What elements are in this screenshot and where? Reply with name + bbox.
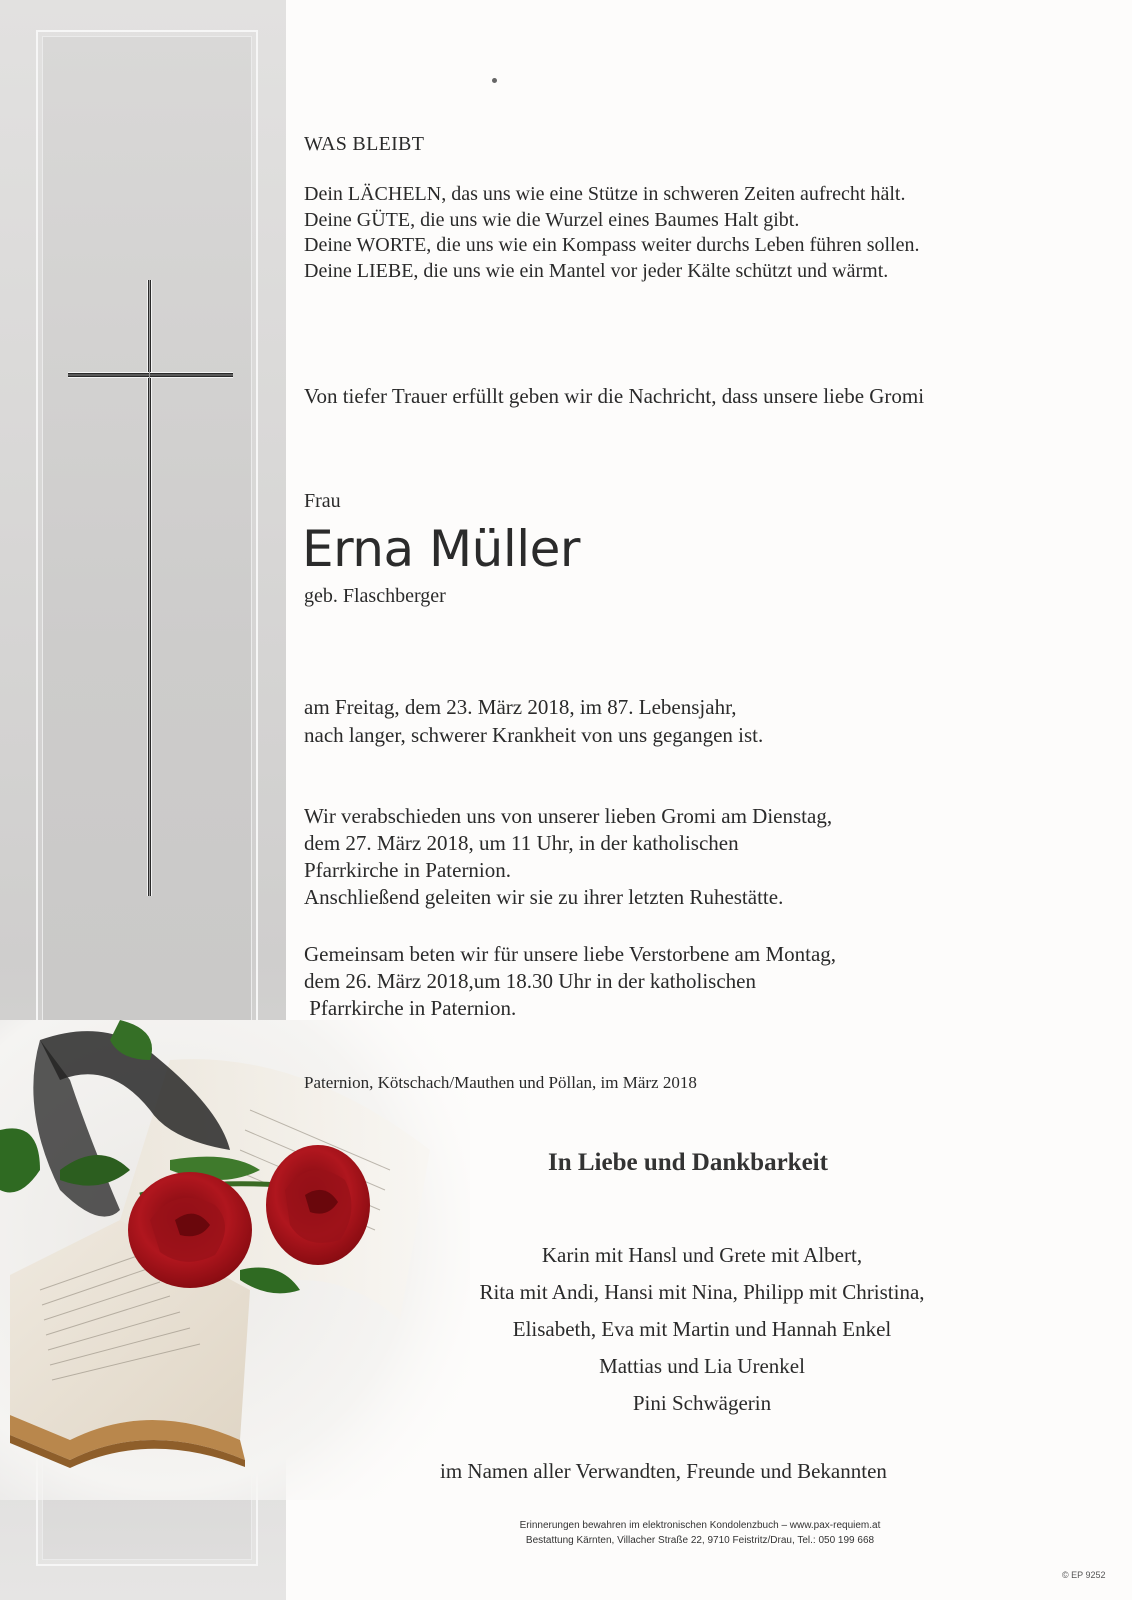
document-code: © EP 9252 [1062,1570,1106,1580]
family-line: Elisabeth, Eva mit Martin und Hannah Enkel [512,1317,892,1341]
salutation: Frau [304,490,341,512]
family-line: Rita mit Andi, Hansi mit Nina, Philipp mit Christina, [479,1280,925,1304]
footer [470,1518,930,1548]
poem-line: Deine WORTE, die uns wie ein Kompass weiter durchs Leben führen sollen. [304,234,920,256]
family-line: Pini Schwägerin [632,1391,772,1415]
prayer-line: dem 26. März 2018,um 18.30 Uhr in der katholischen [304,969,756,993]
family-line: Mattias und Lia Urenkel [599,1354,805,1378]
thanks-heading: In Liebe und Dankbarkeit [548,1149,828,1176]
funeral-line: Pfarrkirche in Paternion. [304,858,512,882]
announcement-intro: Von tiefer Trauer erfüllt geben wir die Nachricht, dass unsere liebe Gromi [304,384,925,408]
death-line: nach langer, schwerer Krankheit von uns gegangen ist. [304,723,764,747]
funeral-details [304,803,832,911]
funeral-line: Wir verabschieden uns von unserer lieben Gromi am Dienstag, [304,804,833,828]
prayer-line: Gemeinsam beten wir für unsere liebe Verstorbene am Montag, [304,942,837,966]
funeral-line: dem 27. März 2018, um 11 Uhr, in der katholischen [304,831,739,855]
death-line: am Freitag, dem 23. März 2018, im 87. Lebensjahr, [304,695,737,719]
deceased-name: Erna Müller [302,520,580,578]
poem-line: Deine GÜTE, die uns wie die Wurzel eines Baumes Halt gibt. [304,208,800,231]
paper-speck [492,78,497,83]
relatives-line: im Namen aller Verwandten, Freunde und Bekannten [440,1459,887,1483]
cross-icon [68,280,233,896]
place-and-date: Paternion, Kötschach/Mauthen und Pöllan, im März 2018 [304,1073,697,1092]
footer-condolence-link: Erinnerungen bewahren im elektronischen Kondolenzbuch – www.pax-requiem.at [519,1520,881,1531]
poem-text [304,182,920,284]
footer-funeral-home: Bestattung Kärnten, Villacher Straße 22, 9710 Feistritz/Drau, Tel.: 050 199 668 [525,1535,875,1546]
prayer-details [304,941,836,1022]
poem-line: Dein LÄCHELN, das uns wie eine Stütze in schweren Zeiten aufrecht hält. [304,183,906,205]
family-list [454,1237,950,1422]
poem-line: Deine LIEBE, die uns wie ein Mantel vor jeder Kälte schützt und wärmt. [304,259,889,282]
poem-title: WAS BLEIBT [304,133,425,155]
family-line: Karin mit Hansl und Grete mit Albert, [541,1243,863,1267]
birth-name: geb. Flaschberger [304,585,446,607]
funeral-line: Anschließend geleiten wir sie zu ihrer letzten Ruhestätte. [304,885,784,909]
death-notice [304,693,763,749]
prayer-line: Pfarrkirche in Paternion. [304,996,517,1020]
